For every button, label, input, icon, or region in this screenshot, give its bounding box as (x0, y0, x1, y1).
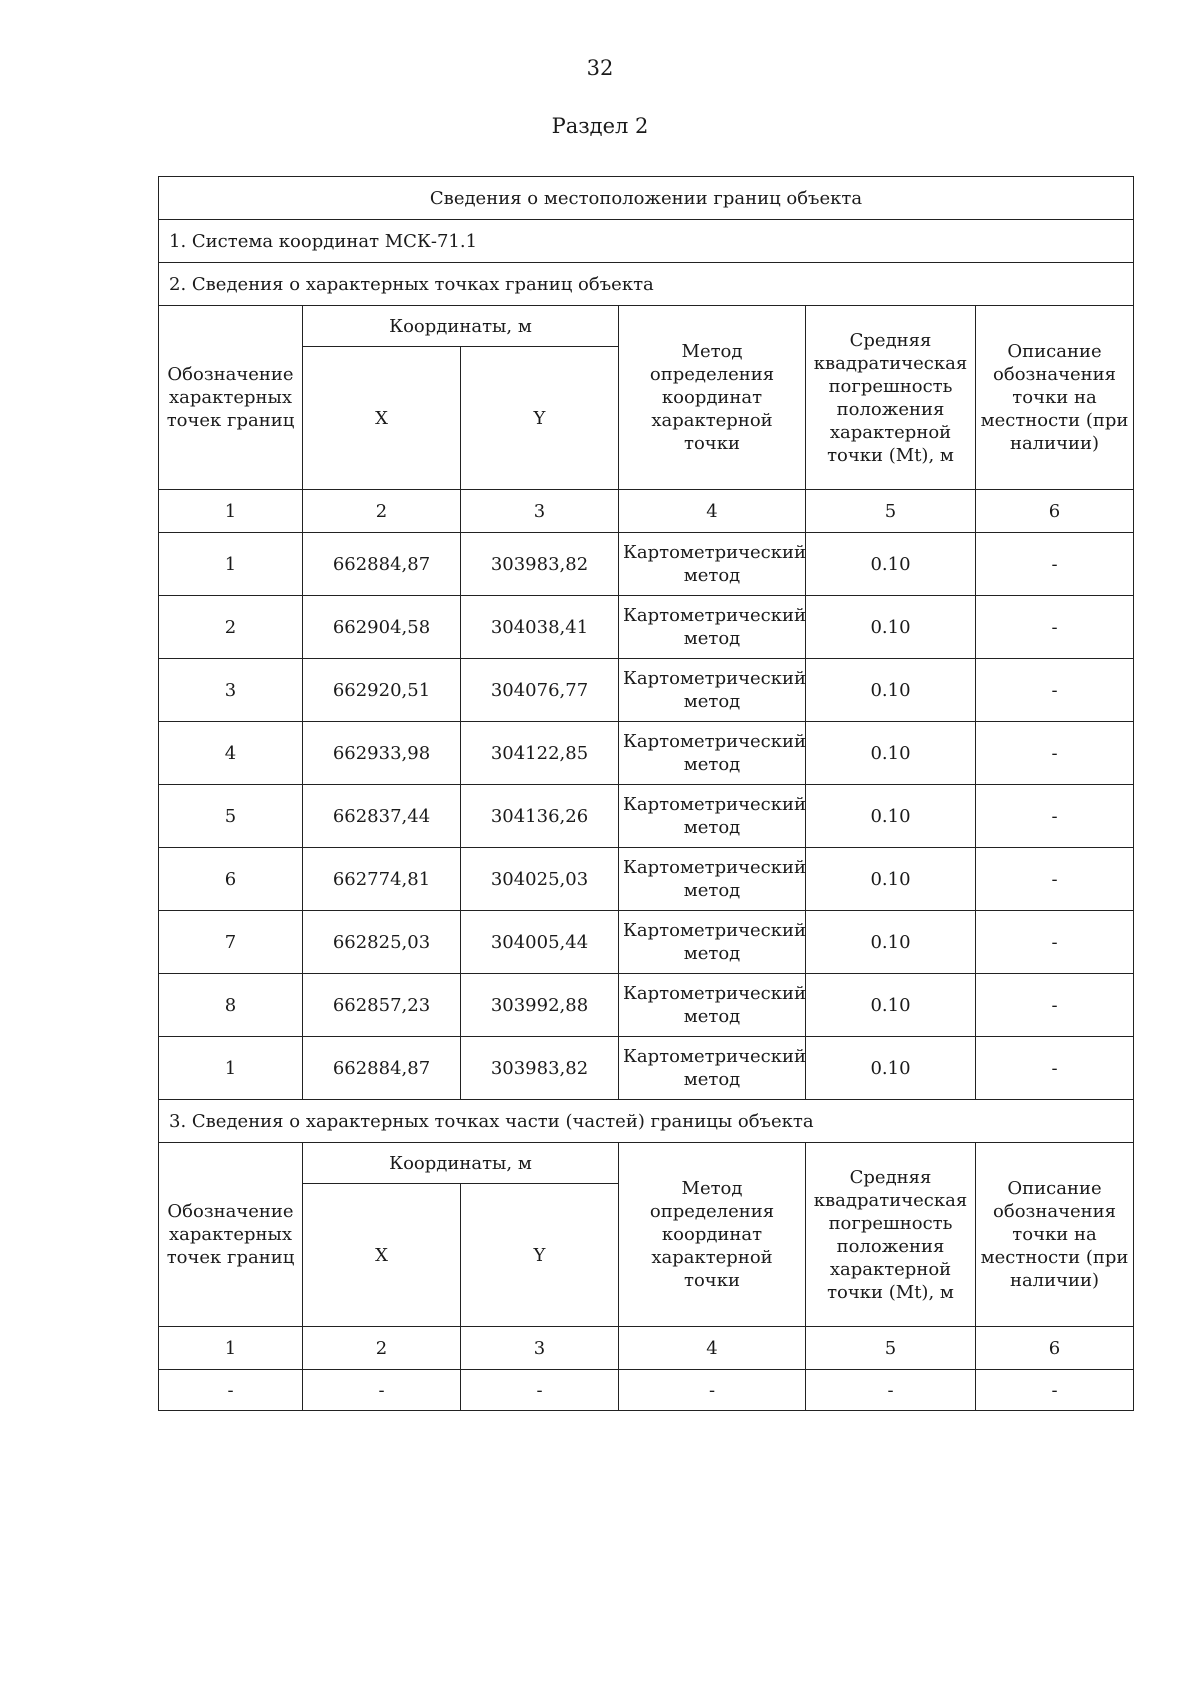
row-mean-error: 0.10 (806, 659, 976, 722)
row-x: 662857,23 (303, 974, 461, 1037)
row-mean-error: 0.10 (806, 785, 976, 848)
column-number: 5 (806, 1327, 976, 1370)
row-x: 662904,58 (303, 596, 461, 659)
row-mean-error: - (806, 1370, 976, 1411)
header-mean-error: Средняя квадратическая погрешность положения характерной точки (Mt), м (806, 1143, 976, 1327)
header-method: Метод определения координат характерной точки (619, 1143, 806, 1327)
table-row (159, 596, 1134, 659)
row-y: 304005,44 (461, 911, 619, 974)
row-description: - (976, 785, 1134, 848)
column-number: 1 (159, 1327, 303, 1370)
header-coordinates: Координаты, м (303, 306, 619, 347)
column-number: 4 (619, 490, 806, 533)
table-row (159, 533, 1134, 596)
table-row (159, 659, 1134, 722)
header-y: Y (461, 1184, 619, 1327)
header-x: X (303, 1184, 461, 1327)
header-description: Описание обозначения точки на местности (при наличии) (976, 306, 1134, 490)
row-x: 662920,51 (303, 659, 461, 722)
row-method: Картометрический метод (619, 848, 806, 911)
row-mean-error: 0.10 (806, 974, 976, 1037)
table-row (159, 1037, 1134, 1100)
row-point: 1 (159, 533, 303, 596)
table-row (159, 848, 1134, 911)
row-description: - (976, 974, 1134, 1037)
row-y: 303992,88 (461, 974, 619, 1037)
row-mean-error: 0.10 (806, 533, 976, 596)
table-title: Сведения о местоположении границ объекта (159, 177, 1134, 220)
column-number: 6 (976, 1327, 1134, 1370)
row-y: 304038,41 (461, 596, 619, 659)
row-description: - (976, 659, 1134, 722)
row-point: 3 (159, 659, 303, 722)
row-point: 7 (159, 911, 303, 974)
row-x: 662825,03 (303, 911, 461, 974)
column-number: 4 (619, 1327, 806, 1370)
header-description: Описание обозначения точки на местности (при наличии) (976, 1143, 1134, 1327)
row-point: 5 (159, 785, 303, 848)
header-designation: Обозначение характерных точек границ (159, 306, 303, 490)
column-number: 2 (303, 1327, 461, 1370)
table-row (159, 722, 1134, 785)
row-y: 304076,77 (461, 659, 619, 722)
column-number: 5 (806, 490, 976, 533)
column-number: 1 (159, 490, 303, 533)
row-x: - (303, 1370, 461, 1411)
row-y: 304025,03 (461, 848, 619, 911)
row-method: Картометрический метод (619, 911, 806, 974)
column-number: 3 (461, 490, 619, 533)
column-number: 3 (461, 1327, 619, 1370)
row-x: 662884,87 (303, 533, 461, 596)
row-point: 2 (159, 596, 303, 659)
row-method: Картометрический метод (619, 596, 806, 659)
row-mean-error: 0.10 (806, 596, 976, 659)
row-y: 303983,82 (461, 1037, 619, 1100)
table-row (159, 785, 1134, 848)
row-point: 4 (159, 722, 303, 785)
table-row (159, 1370, 1134, 1411)
column-numbers-row (159, 1327, 1134, 1370)
row-point: 8 (159, 974, 303, 1037)
row-x: 662884,87 (303, 1037, 461, 1100)
section-title: Раздел 2 (551, 114, 649, 138)
row-x: 662837,44 (303, 785, 461, 848)
row-point: - (159, 1370, 303, 1411)
row-description: - (976, 848, 1134, 911)
part-points-section-title: 3. Сведения о характерных точках части (частей) границы объекта (159, 1100, 1134, 1143)
row-description: - (976, 596, 1134, 659)
row-description: - (976, 722, 1134, 785)
row-mean-error: 0.10 (806, 722, 976, 785)
column-numbers-row (159, 490, 1134, 533)
row-point: 1 (159, 1037, 303, 1100)
row-description: - (976, 1370, 1134, 1411)
row-y: 303983,82 (461, 533, 619, 596)
row-method: Картометрический метод (619, 785, 806, 848)
column-number: 2 (303, 490, 461, 533)
row-description: - (976, 1037, 1134, 1100)
row-point: 6 (159, 848, 303, 911)
row-y: - (461, 1370, 619, 1411)
row-description: - (976, 533, 1134, 596)
row-x: 662933,98 (303, 722, 461, 785)
row-mean-error: 0.10 (806, 911, 976, 974)
row-mean-error: 0.10 (806, 848, 976, 911)
header-method: Метод определения координат характерной точки (619, 306, 806, 490)
points-section-title: 2. Сведения о характерных точках границ объекта (159, 263, 1134, 306)
row-method: Картометрический метод (619, 974, 806, 1037)
row-method: Картометрический метод (619, 1037, 806, 1100)
header-coordinates: Координаты, м (303, 1143, 619, 1184)
coord-system-row: 1. Система координат МСК-71.1 (159, 220, 1134, 263)
header-designation: Обозначение характерных точек границ (159, 1143, 303, 1327)
header-x: X (303, 347, 461, 490)
header-mean-error: Средняя квадратическая погрешность положения характерной точки (Mt), м (806, 306, 976, 490)
header-y: Y (461, 347, 619, 490)
column-number: 6 (976, 490, 1134, 533)
table-row (159, 974, 1134, 1037)
row-method: Картометрический метод (619, 533, 806, 596)
row-mean-error: 0.10 (806, 1037, 976, 1100)
row-description: - (976, 911, 1134, 974)
row-y: 304136,26 (461, 785, 619, 848)
row-x: 662774,81 (303, 848, 461, 911)
boundary-table (158, 176, 1134, 1411)
row-method: - (619, 1370, 806, 1411)
row-y: 304122,85 (461, 722, 619, 785)
row-method: Картометрический метод (619, 659, 806, 722)
row-method: Картометрический метод (619, 722, 806, 785)
table-row (159, 911, 1134, 974)
page-number: 32 (586, 56, 614, 80)
